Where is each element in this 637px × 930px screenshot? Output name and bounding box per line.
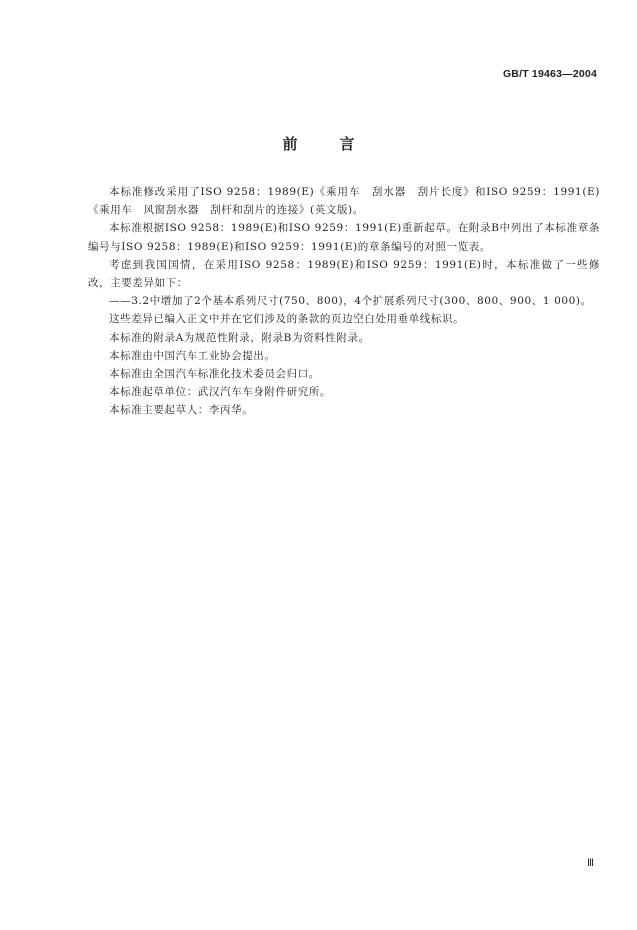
paragraph: 考虑到我国国情，在采用ISO 9258：1989(E)和ISO 9259：1991(E)时，本标准做了一些修改，主要差异如下： (88, 258, 600, 290)
paragraph-list-item: ——3.2中增加了2个基本系列尺寸(750、800)，4个扩展系列尺寸(300、800、900、1 000)。 (109, 295, 592, 308)
paragraph: 本标准修改采用了ISO 9258：1989(E)《乘用车 刮水器 刮片长度》和ISO 9259：1991(E)《乘用车 风窗刮水器 刮杆和刮片的连接》(英文版)。 (88, 186, 600, 217)
paragraph: 本标准由全国汽车标准化技术委员会归口。 (109, 368, 320, 381)
page-title (0, 133, 637, 154)
standard-code: GB/T 19463—2004 (502, 68, 597, 80)
paragraph: 本标准根据ISO 9258：1989(E)和ISO 9259：1991(E)重新起草。在附录B中列出了本标准章条编号与ISO 9258：1989(E)和ISO 9259：1991(E)的章条编号的对照一览表。 (88, 222, 600, 253)
paragraph: 本标准起草单位：武汉汽车车身附件研究所。 (109, 386, 331, 399)
paragraph: 这些差异已编入正文中并在它们涉及的条款的页边空白处用垂单线标识。 (109, 313, 465, 326)
paragraph: 本标准由中国汽车工业协会提出。 (109, 349, 276, 362)
page-number: Ⅲ (587, 858, 594, 869)
paragraph: 本标准的附录A为规范性附录，附录B为资料性附录。 (109, 331, 370, 344)
paragraph: 本标准主要起草人：李丙华。 (109, 404, 254, 417)
document-body (88, 183, 600, 420)
title-char-1: 前 (282, 135, 298, 153)
title-char-2: 言 (339, 135, 355, 153)
